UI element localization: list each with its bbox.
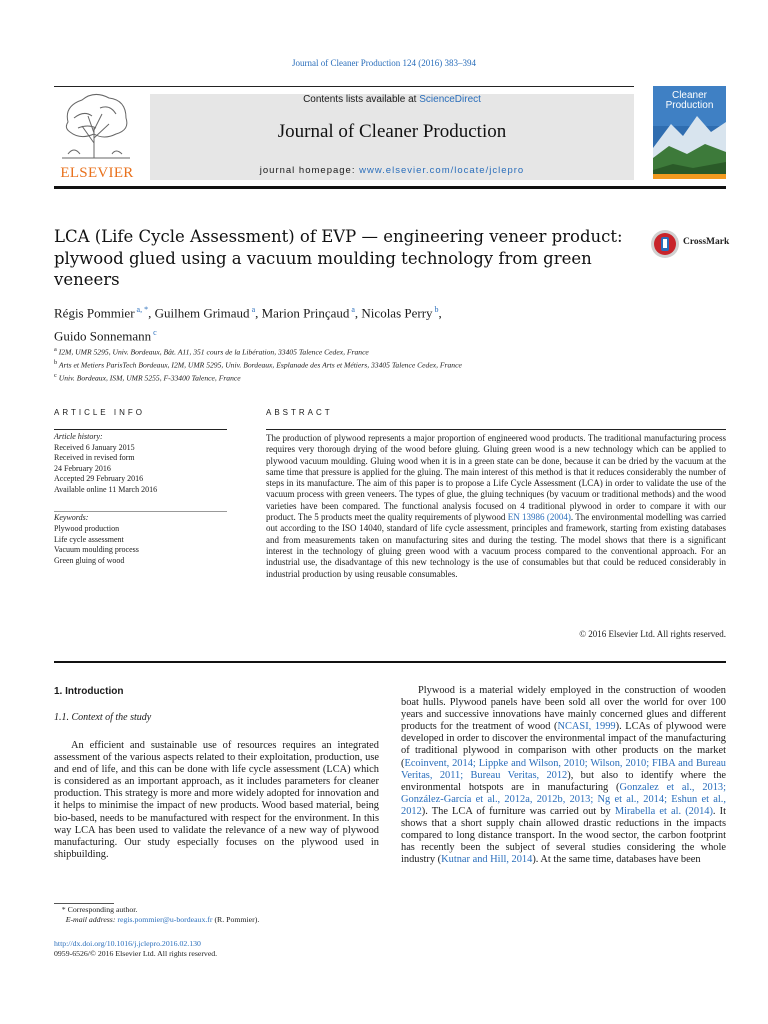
history-item: Accepted 29 February 2016 xyxy=(54,474,144,484)
abstract-rule xyxy=(266,429,726,430)
subsection-heading: 1.1. Context of the study xyxy=(54,712,152,723)
author-name: Régis Pommier xyxy=(54,305,135,321)
keyword: Vacuum moulding process xyxy=(54,545,139,555)
author-affiliation-mark[interactable]: b xyxy=(432,305,439,314)
affiliation-text: Arts et Metiers ParisTech Bordeaux, I2M, UMR 5295, Univ. Bordeaux, Esplanade des Arts et Métiers, 33405 Talence Cedex, France xyxy=(57,360,462,370)
affiliation xyxy=(54,371,694,384)
citation-link[interactable]: NCASI, 1999 xyxy=(557,721,616,733)
contents-prefix: Contents lists available at xyxy=(303,94,420,105)
citation-link[interactable]: Kutnar and Hill, 2014 xyxy=(441,854,533,866)
affiliation-mark: c xyxy=(54,372,57,380)
cover-title-line-2: Production xyxy=(665,100,714,111)
author-name: Guilhem Grimaud xyxy=(154,305,250,321)
affiliation-text: I2M, UMR 5295, Univ. Bordeaux, Bât. A11, 351 cours de la Libération, 33405 Talence Cedex, France xyxy=(56,347,369,357)
body-text-segment: . It shows that a short supply chain allowed drastic reductions in the impacts compared to long distance transport. In the wood sector, the carbon footprint has recently been the subject of several studies considering the whole industry ( xyxy=(401,805,726,866)
journal-reference[interactable]: Journal of Cleaner Production 124 (2016) 383–394 xyxy=(292,58,476,68)
abstract-text-part-1: The production of plywood represents a major proportion of engineered wood products. The traditional manufacturing process requires very thorough drying of the wood before gluing. Gluing green wood is a new technology which can be applied to plywood vacuum moulding. Gluing wood when it is in a green state can be done, because it can be dried by the vacuum at the same time that pressure is applied for the gluing. The main interest of this method is that it reduces considerably the number of steps in its manufacture. The aim of this paper is to propose a Life Cycle Assessment (LCA) in order to validate the use of the vacuum process with green veneers. The types of glue, the gluing techniques (by vacuum or traditional methods) and the wood varieties have been compared. The functional analysis focused on 4 traditional plywood in order to compare it with our product. The 5 products meet the quality requirements of plywood xyxy=(266,433,726,523)
crossmark-icon xyxy=(650,229,680,259)
author-name: Marion Prinçaud xyxy=(261,305,350,321)
journal-title: Journal of Cleaner Production xyxy=(277,121,507,142)
affiliation xyxy=(54,345,694,358)
header-bottom-rule xyxy=(54,186,726,189)
keywords-label: Keywords: xyxy=(54,513,89,522)
footnote xyxy=(54,905,384,925)
publisher-name: ELSEVIER xyxy=(60,165,134,181)
body-paragraph-left: An efficient and sustainable use of resources requires an integrated assessment of the various aspects related to their exploitation, production, use and end of life, and this can be done with life cycle assessment (LCA) which is considered as an important approach, as it includes parameters for cleaner production. This strategy is more and more widely adopted for innovation and it helps to minimise the impact of new products. Wood based material, being bio-based, needs to be manufactured with respect for the environment. In this way LCA has been used to validate the relevance of a new way of plywood manufacturing. Our study especially focuses on the plywood used in shipbuilding. xyxy=(54,740,379,860)
keywords xyxy=(54,513,234,567)
history-item: 24 February 2016 xyxy=(54,463,111,473)
citation-link[interactable]: Gonzalez et al., 2013; González-García et al., 2012a, 2012b, 2013; Ng et al., 2014; Eshun et al., 2012 xyxy=(401,781,726,817)
issn-line: 0959-6526/© 2016 Elsevier Ltd. All rights reserved. xyxy=(54,949,218,958)
article-history xyxy=(54,432,234,496)
author-affiliation-mark[interactable]: c xyxy=(151,328,157,338)
contents-line xyxy=(150,94,634,105)
body-text-segment: ). LCAs of plywood were developed in order to discover the environmental impact of the manufacturing of traditional plywood in comparison with other products on the market ( xyxy=(401,721,727,769)
affiliation-mark: b xyxy=(54,359,58,367)
affiliation-mark: a xyxy=(54,346,57,353)
homepage-link[interactable]: www.elsevier.com/locate/jclepro xyxy=(359,165,525,176)
standard-link[interactable]: EN 13986 (2004) xyxy=(507,512,571,523)
body-text-segment: ). The LCA of furniture was carried out by xyxy=(421,805,615,817)
body-text-segment: ). At the same time, databases have been xyxy=(532,854,701,866)
abstract-text xyxy=(266,433,726,580)
footnote-email-line xyxy=(54,915,384,925)
email-suffix: (R. Pommier). xyxy=(214,915,260,924)
citation-link[interactable]: Mirabella et al. (2014) xyxy=(614,805,713,817)
doi-block xyxy=(54,939,384,959)
author-list: Régis Pommier $^{a, *}$, Guilhem Grimaud $^a$, Marion Prinçaud $^a$, Nicolas Perry $^b$, Guido Sonnemann $^c$ xyxy=(54,305,442,344)
author-affiliation-mark[interactable]: a xyxy=(349,305,355,314)
history-label: Article history: xyxy=(54,432,103,441)
abstract-heading: ABSTRACT xyxy=(266,408,333,417)
abstract-text-part-2: . The environmental modelling was carried out according to the ISO 14040, standard of life cycle assessment, principles and framework, starting from existing databases and from measurements taken on manufacturing sites and during the testing. The model shows that there is a significant interest in the technology of gluing green wood with a vacuum process compared to the conventional approach. For an industrial use, the disadvantage of this new technology is the use of consumables but that could be reduced considerably in industrial production by using reusable consumables. xyxy=(266,512,726,579)
author-affiliation-mark[interactable]: a xyxy=(249,305,256,314)
footnote-rule xyxy=(54,903,114,904)
history-item: Received 6 January 2015 xyxy=(54,442,135,452)
cover-title-line-1: Cleaner xyxy=(671,90,708,101)
keyword: Green gluing of wood xyxy=(54,556,125,566)
cover-title xyxy=(653,91,726,111)
section-heading: 1. Introduction xyxy=(54,686,124,697)
homepage-prefix: journal homepage: xyxy=(259,165,360,176)
keyword: Life cycle assessment xyxy=(54,534,124,544)
sciencedirect-link[interactable]: ScienceDirect xyxy=(419,94,481,105)
crossmark-badge[interactable] xyxy=(650,229,730,259)
email-link[interactable]: regis.pommier@u-bordeaux.fr xyxy=(117,915,213,924)
author-name: Nicolas Perry xyxy=(361,305,433,321)
citation-link[interactable]: Ecoinvent, 2014; Lippke and Wilson, 2010; Wilson, 2010; FIBA and Bureau Veritas, 2011; Bureau Veritas, 2012 xyxy=(401,757,726,781)
header-rule xyxy=(54,86,634,87)
article-info-heading: ARTICLE INFO xyxy=(54,408,145,417)
affiliation xyxy=(54,358,694,371)
article-title: LCA (Life Cycle Assessment) of EVP — engineering veneer product: plywood glued using a vacuum moulding technology from green veneers xyxy=(54,227,623,289)
keyword: Plywood production xyxy=(54,523,120,533)
journal-cover-image[interactable] xyxy=(653,86,726,179)
article-info-rule xyxy=(54,429,227,430)
crossmark-label: CrossMark xyxy=(683,237,730,247)
footnote-corresponding: * Corresponding author. xyxy=(54,905,138,914)
abstract-copyright: © 2016 Elsevier Ltd. All rights reserved. xyxy=(579,629,726,639)
journal-homepage xyxy=(150,165,634,176)
doi-link[interactable]: http://dx.doi.org/10.1016/j.jclepro.2016.02.130 xyxy=(54,939,201,948)
author-affiliation-mark[interactable]: a, * xyxy=(134,305,149,314)
history-item: Received in revised form xyxy=(54,453,135,463)
body-rule xyxy=(54,661,726,663)
author-name: Guido Sonnemann xyxy=(54,328,152,344)
history-item: Available online 11 March 2016 xyxy=(54,484,158,494)
affiliation-list xyxy=(54,345,694,384)
corresponding-author-text: Corresponding author. xyxy=(67,905,138,914)
body-text-segment: ), but also to identify where the environmental hotspots are in manufacturing ( xyxy=(401,769,726,793)
email-label: E-mail address: xyxy=(65,915,116,924)
body-paragraph-right xyxy=(401,685,726,866)
keywords-rule xyxy=(54,511,227,512)
affiliation-text: Univ. Bordeaux, ISM, UMR 5255, F-33400 Talence, France xyxy=(56,373,241,383)
body-text-segment: Plywood is a material widely employed in the construction of wooden boat hulls. Plywood panels have been sold all over the world for over 100 years and successive innovations have mainly concerned glues and different products for the treatment of wood ( xyxy=(401,685,726,733)
